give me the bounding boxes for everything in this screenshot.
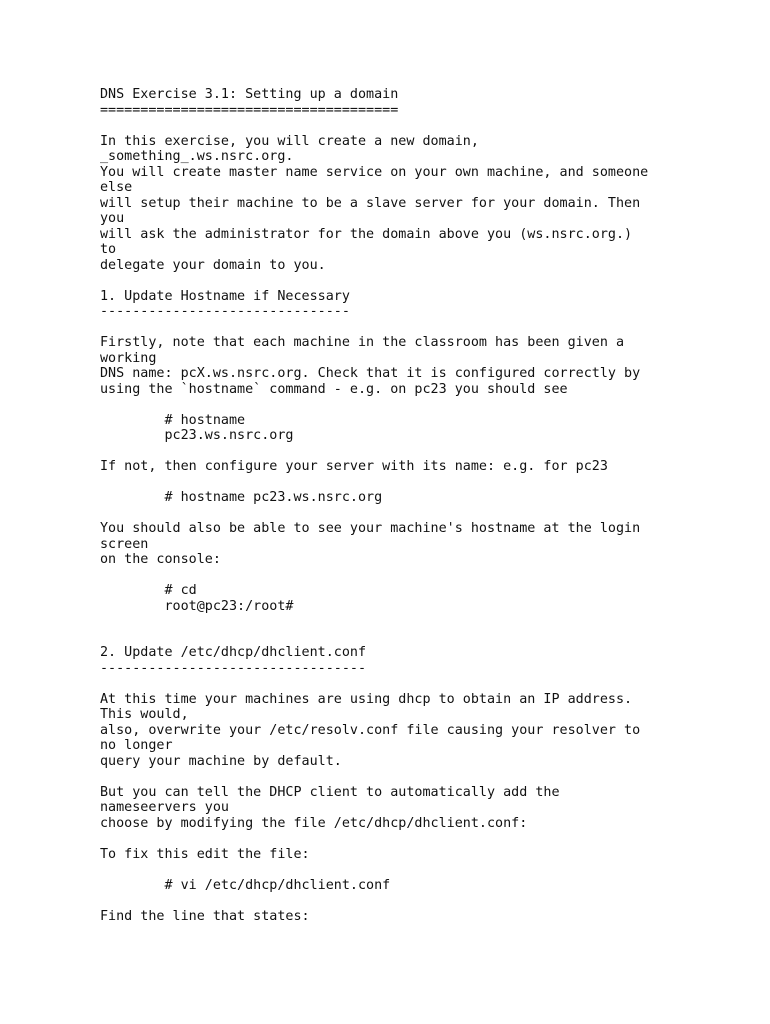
code-line: # hostname pc23.ws.nsrc.org: [100, 490, 383, 505]
blank-line: [100, 630, 740, 646]
document-page: [100, 87, 740, 924]
paragraph-line: choose by modifying the file /etc/dhcp/dhclient.conf:: [100, 815, 528, 831]
blank-line: [100, 118, 740, 134]
blank-line: [100, 614, 740, 630]
section-heading-2: 2. Update /etc/dhcp/dhclient.conf: [100, 645, 367, 660]
document-title: DNS Exercise 3.1: Setting up a domain: [100, 87, 399, 102]
paragraph-line: also, overwrite your /etc/resolv.conf file causing your resolver to: [100, 722, 641, 738]
intro-line: You will create master name service on your own machine, and someone: [100, 164, 649, 180]
paragraph-line: on the console:: [100, 552, 221, 567]
blank-line: [100, 320, 740, 336]
blank-line: [100, 475, 740, 491]
intro-line: else: [100, 180, 133, 195]
intro-line: will ask the administrator for the domain above you (ws.nsrc.org.): [100, 226, 633, 242]
intro-line: to: [100, 242, 117, 257]
blank-line: [100, 568, 740, 584]
paragraph-line: DNS name: pcX.ws.nsrc.org. Check that it is configured correctly by: [100, 366, 641, 381]
blank-line: [100, 862, 740, 878]
paragraph-line: using the `hostname` command - e.g. on pc23 you should see: [100, 381, 568, 397]
paragraph-line: query your machine by default.: [100, 753, 342, 769]
code-line: # cd: [100, 583, 197, 598]
intro-line: you: [100, 211, 125, 226]
blank-line: [100, 506, 740, 522]
paragraph-line: If not, then configure your server with its name: e.g. for pc23: [100, 459, 608, 474]
intro-line: delegate your domain to you.: [100, 257, 326, 273]
section-underline-1: -------------------------------: [100, 304, 350, 319]
paragraph-line: This would,: [100, 707, 189, 722]
paragraph-line: But you can tell the DHCP client to automatically add the: [100, 784, 560, 800]
paragraph-line: Firstly, note that each machine in the classroom has been given a: [100, 335, 625, 350]
blank-line: [100, 397, 740, 413]
section-heading-1: 1. Update Hostname if Necessary: [100, 288, 350, 304]
paragraph-line: You should also be able to see your machine's hostname at the login: [100, 521, 641, 536]
section-underline-2: ---------------------------------: [100, 660, 367, 676]
blank-line: [100, 831, 740, 847]
blank-line: [100, 273, 740, 289]
intro-line: _something_.ws.nsrc.org.: [100, 149, 294, 164]
paragraph-line: nameseervers you: [100, 800, 229, 815]
intro-line: In this exercise, you will create a new domain,: [100, 133, 479, 149]
title-underline: =====================================: [100, 102, 399, 118]
paragraph-line: screen: [100, 536, 149, 552]
paragraph-line: To fix this edit the file:: [100, 846, 310, 862]
code-line: pc23.ws.nsrc.org: [100, 428, 294, 443]
blank-line: [100, 769, 740, 785]
blank-line: [100, 444, 740, 460]
paragraph-line: Find the line that states:: [100, 908, 310, 924]
paragraph-line: At this time your machines are using dhcp to obtain an IP address.: [100, 691, 633, 707]
paragraph-line: working: [100, 350, 157, 366]
code-line: # hostname: [100, 412, 246, 428]
intro-line: will setup their machine to be a slave server for your domain. Then: [100, 195, 641, 211]
code-line: root@pc23:/root#: [100, 598, 294, 614]
code-line: # vi /etc/dhcp/dhclient.conf: [100, 877, 391, 893]
blank-line: [100, 893, 740, 909]
blank-line: [100, 676, 740, 692]
paragraph-line: no longer: [100, 738, 173, 753]
